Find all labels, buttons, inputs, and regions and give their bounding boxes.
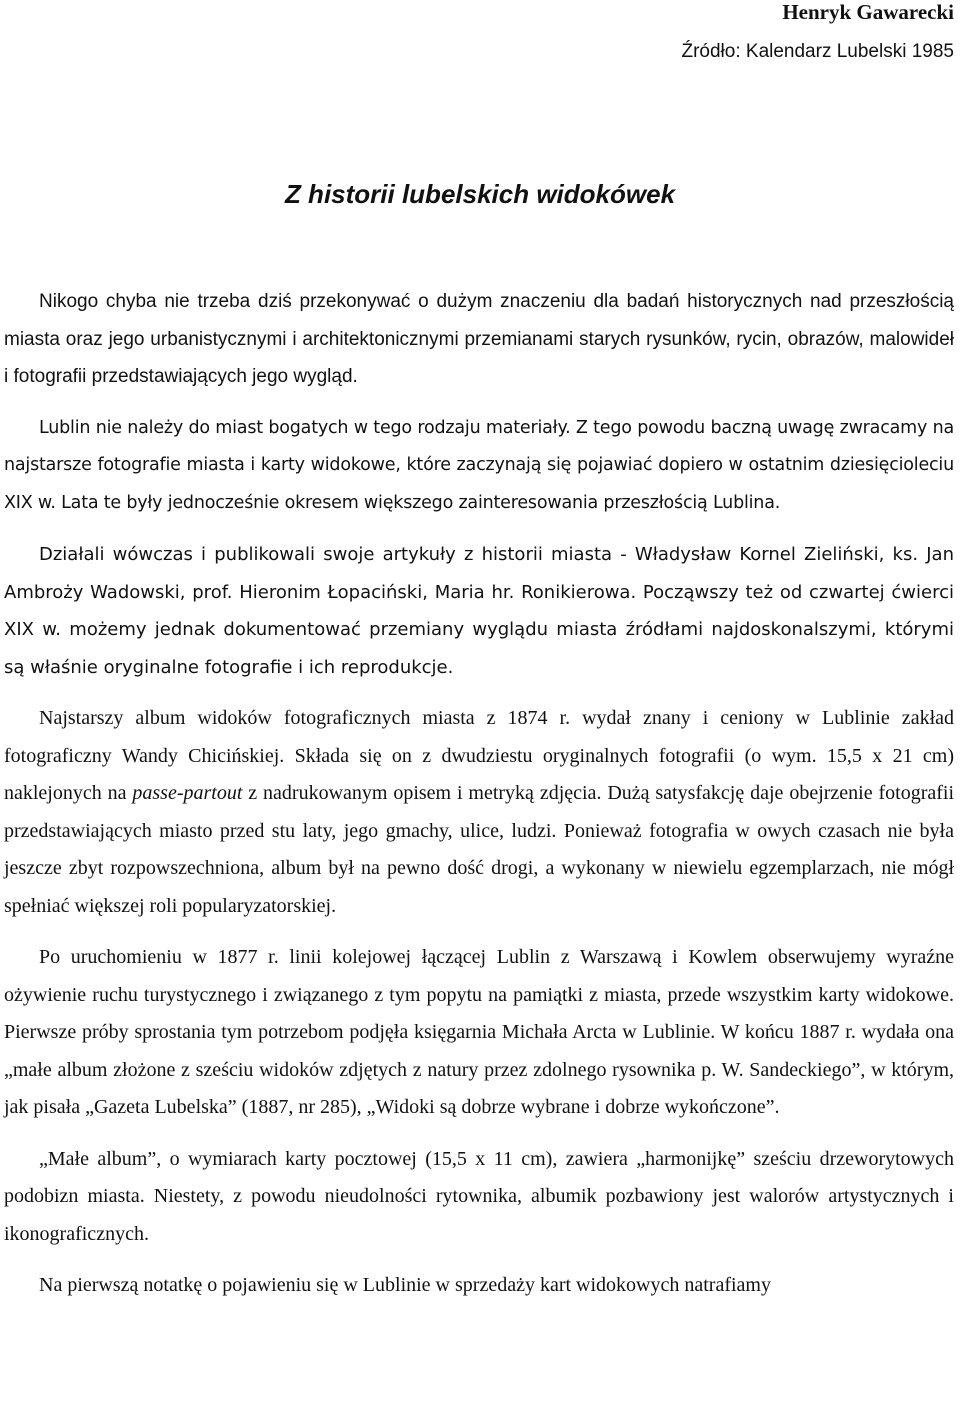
paragraph-6: „Małe album”, o wymiarach karty pocztowej (15,5 x 11 cm), zawiera „harmonijkę” sześciu drzeworytowych podobizn miasta. Niestety, z powodu nieudolności rytownika, albumik pozbawiony jest walorów artystycznych i ikonograficznych. — [4, 1147, 954, 1245]
paragraph-4 — [4, 700, 954, 925]
paragraph-7: Na pierwszą notatkę o pojawieniu się w Lublinie w sprzedaży kart widokowych natrafiamy — [39, 1274, 771, 1296]
paragraph-5: Po uruchomieniu w 1877 r. linii kolejowej łączącej Lublin z Warszawą i Kowlem obserwujemy wyraźne ożywienie ruchu turystycznego i związanego z tym popytu na pamiątki z miasta, przede wszystkim karty widokowe. Pierwsze próby sprostania tym potrzebom podjęła księgarnia Michała Arcta w Lublinie. W końcu 1887 r. wydała ona „małe album złożone z sześciu widoków zdjętych z natury przez zdolnego rysownika p. W. Sandeckiego”, w którym, jak pisała „Gazeta Lubelska” (1887, nr 285), „Widoki są dobrze wybrane i dobrze wykończone”. — [4, 946, 954, 1118]
article-body — [4, 283, 954, 1319]
paragraph-4-italic-term: passe-partout — [132, 782, 243, 804]
article-title: Z historii lubelskich widokówek — [284, 179, 676, 209]
paragraph-2: Lublin nie należy do miast bogatych w tego rodzaju materiały. Z tego powodu baczną uwagę zwracamy na najstarsze fotografie miasta i karty widokowe, które zaczynają się pojawiać dopiero w ostatnim dziesięcioleciu XIX w. Lata te były jednocześnie okresem większego zainteresowania przeszłością Lublina. — [4, 417, 954, 513]
source-citation: Źródło: Kalendarz Lubelski 1985 — [681, 41, 954, 62]
paragraph-4-text-before: Najstarszy album widoków fotograficznych miasta z 1874 r. wydał znany i ceniony w Lublinie zakład fotograficzny Wandy Chicińskiej. Składa się on z dwudziestu oryginalnych fotografii (o wym. 15,5 x 21 cm) naklejonych na — [4, 707, 954, 804]
paragraph-1: Nikogo chyba nie trzeba dziś przekonywać o dużym znaczeniu dla badań historycznych nad przeszłością miasta oraz jego urbanistycznymi i architektonicznymi przemianami starych rysunków, rycin, obrazów, malowideł i fotografii przedstawiających jego wygląd. — [4, 291, 954, 387]
author-name: Henryk Gawarecki — [782, 0, 954, 24]
paragraph-4-text-after: z nadrukowanym opisem i metryką zdjęcia. Dużą satysfakcję daje obejrzenie fotografii przedstawiających miasto przed stu laty, jego gmachy, ulice, ludzi. Ponieważ fotografia w owych czasach nie była jeszcze zbyt rozpowszechniona, album był na pewno dość drogi, a wykonany w niewielu egzemplarzach, nie mógł spełniać większej roli popularyzatorskiej. — [4, 782, 955, 917]
paragraph-3: Działali wówczas i publikowali swoje artykuły z historii miasta - Władysław Kornel Zieliński, ks. Jan Ambroży Wadowski, prof. Hieronim Łopaciński, Maria hr. Ronikierowa. Począwszy też od czwartej ćwierci XIX w. możemy jednak dokumentować przemiany wyglądu miasta źródłami najdoskonalszymi, którymi są właśnie oryginalne fotografie i ich reprodukcje. — [4, 544, 954, 678]
